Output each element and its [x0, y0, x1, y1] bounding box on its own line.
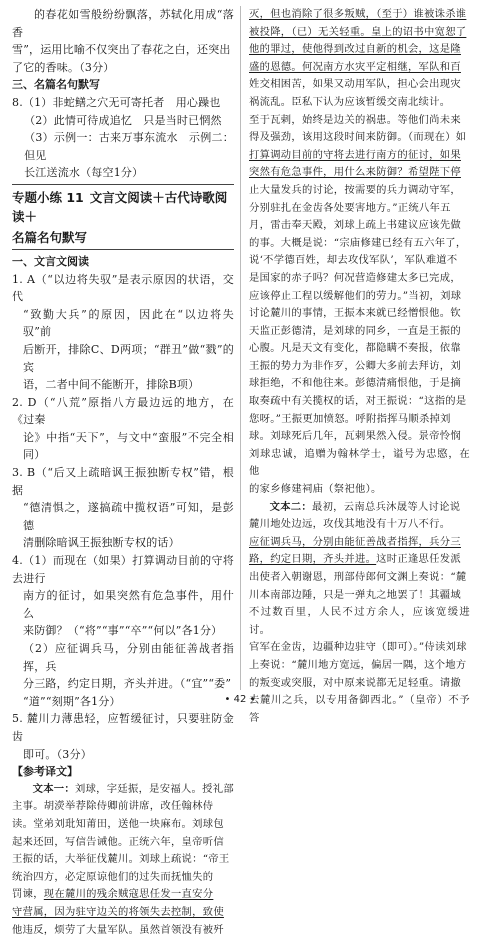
translation-text: 讨论麓川的事情，王振本来就已经憎恨他。钦	[249, 305, 470, 323]
answer-text: 论》中指“天下”，与文中“蛮服”不完全相同）	[12, 429, 234, 464]
title-rule	[12, 249, 234, 250]
translation-text: 他违反，烦劳了大量军队。虽然首领没有被歼	[12, 922, 234, 939]
translation-text: 取奏疏中有关揽权的话，对王振说：“这指的是	[249, 393, 470, 411]
translation-text: 罚谏，现在麓川的残余贼寇思任发一直安分	[12, 886, 234, 904]
answer-text: 雪”，运用比喻不仅突出了春花之白，还突出	[12, 41, 234, 59]
translation-text: 得及强劲，该用这段时间来防御。（而现在）如	[249, 129, 470, 147]
translation-text: 不过数百里，人民不过方余人，应该宽缓进讨。	[249, 604, 470, 639]
text-label: 文本二：	[270, 501, 312, 513]
translation-text: 官军在金齿，边疆种边驻守（即可）。”侍读刘球	[249, 639, 470, 657]
translation-text: 文本一：刘球，字廷振，是安福人。授礼部	[12, 781, 234, 799]
translation-text: 王振的话，大举征伐麓川。刘球上疏说：“帝王	[12, 851, 234, 869]
column-divider	[240, 6, 241, 690]
underlined-text: 路，约定日期，齐头并进。	[249, 553, 376, 565]
answer-text: 即可。（3分）	[12, 746, 234, 764]
translation-text: 起来还回，写信告诫他。正统六年，皇帝听信	[12, 834, 234, 852]
answer-text: （2）此情可待成追忆 只是当时已惘然	[12, 112, 234, 130]
underlined-text: 守营属，因为驻守边关的将领失去控制，致使	[12, 904, 234, 922]
section-heading: 一、文言文阅读	[12, 253, 234, 271]
translation-text: 麓川地处边远，攻伐其地没有十万八不行。	[249, 516, 470, 534]
underlined-text: 被投降，（已）无关轻重。皇上的诏书中宽恕了	[249, 24, 470, 42]
section-title-line2: 名篇名句默写	[12, 228, 234, 247]
title-rule	[12, 184, 234, 185]
section-title-text: 文言文阅读＋古代诗歌阅读＋	[12, 190, 227, 224]
translation-text: 球。刘球死后几年，瓦剌果然入侵。景帝怜悯	[249, 428, 470, 446]
underlined-text: 他的罪过，使他得到改过自新的机会，这是隆	[249, 41, 470, 59]
section-number: 专题小练 11	[12, 190, 84, 205]
translation-text: 祸流乱。臣私下认为应该暂缓交南北续计。	[249, 94, 470, 112]
translation-text: 读。堂弟刘玭知莆田，送他一块麻布。刘球包	[12, 816, 234, 834]
answer-text: （3）示例一：古来万事东流水 示例二：但见	[12, 129, 234, 164]
translation-text: 月，雷击奉天殿，刘球上疏上书建议应该先做	[249, 217, 470, 235]
translation-text: 路，约定日期，齐头并进。这时正逢思任发派	[249, 551, 470, 569]
translation-text: 出使者入朝谢恩，刑部侍郎何文渊上奏说：“麓	[249, 569, 470, 587]
answer-text: 了它的香味。（3分）	[12, 59, 234, 77]
answer-text: 2. D（“八荒”原指八方最边远的地方，在《过秦	[12, 394, 234, 429]
translation-text: 至于瓦剌，始终是边关的祸患。等他们尚未来	[249, 112, 470, 130]
answer-text: 1. A（“以边将失驭”是表示原因的状语，交代	[12, 271, 234, 306]
answer-text: 5. 麓川力薄患轻，应暂缓征讨，只要驻防金齿	[12, 710, 234, 745]
translation-text: 球拒绝，不和他往来。彭德清痛恨他，于是摘	[249, 375, 470, 393]
answer-text: 来防御？（“将”“事”“卒”“何以”各1分）	[12, 622, 234, 640]
translation-text: 应该停止工程以缓解他们的劳力。”当初，刘球	[249, 288, 470, 306]
answer-text: 语，二者中间不能断开，排除B项）	[12, 376, 234, 394]
translation-text: 天监正彭德清，是刘球的同乡，一直是王振的	[249, 323, 470, 341]
translation-text: 统治四方，必定原谅他们的过失而抚恤失的	[12, 869, 234, 887]
translation-text: 说‘不学德百姓，却去攻伐军队’，军队难道不	[249, 252, 470, 270]
answer-text: 的春花如雪般纷纷飘落，苏轼化用成“落香	[12, 6, 234, 41]
translation-text: 心腹。凡是天文有变化，都隐瞒不奏报，依靠	[249, 340, 470, 358]
answer-text: 南方的征讨，如果突然有危急事件，用什么	[12, 587, 234, 622]
translation-text: 您呀。”王振更加愤怒。呼附指挥马顺杀掉刘	[249, 411, 470, 429]
translation-text: 止大量发兵的讨论，按需要的兵力调动守军，	[249, 182, 470, 200]
text-label: 文本一：	[33, 783, 75, 795]
answer-text: “德清惧之，遂搞疏中揽权语”可知，是彭德	[12, 499, 234, 534]
answer-text: “道”“刻期”各1分）	[12, 693, 234, 711]
translation-text: 刘球忠诚，追赠为翰林学士，谥号为忠愍，在他	[249, 446, 470, 481]
translation-text: 的叛变或突服，对中原来说都无足轻重。请撤	[249, 675, 470, 693]
page-number: • 42 •	[0, 694, 480, 705]
underlined-text: 突然有危急事件，用什么来防御？希望陛下停	[249, 164, 470, 182]
answer-text: 4.（1）而现在（如果）打算调动目前的守将去进行	[12, 552, 234, 587]
translation-text: 川本南部边陲，只是一弹丸之地罢了！其疆域	[249, 587, 470, 605]
translation-text: 文本二：最初，云南总兵沐晟等人讨论说	[249, 499, 470, 517]
section-heading: 三、名篇名句默写	[12, 76, 234, 94]
answer-text: 8.（1）非蛇鳝之穴无可寄托者 用心躁也	[12, 94, 234, 112]
translation-text: 上奏说：“麓川地方宽远，偏居一隅，这个地方	[249, 657, 470, 675]
right-column	[249, 6, 470, 727]
translation-text: 的事。大概是说：“宗庙修建已经有五六年了，	[249, 235, 470, 253]
answer-text: 后断开，排除C、D两项；“群丑”做“戮”的宾	[12, 341, 234, 376]
left-column	[12, 6, 234, 939]
translation-text: 去麓川之兵，以专用备御西北。”（皇帝）不予答	[249, 692, 470, 727]
translation-text: 姓交相困苦，如果又动用军队，担心会出现灾	[249, 76, 470, 94]
translation-text: 的家乡修建祠庙（祭祀他）。	[249, 481, 470, 499]
answer-text: 清删除暗讽王振独断专权的话）	[12, 534, 234, 552]
reference-translation-heading: 【参考译文】	[12, 763, 234, 781]
underlined-text: 现在麓川的残余贼寇思任发一直安分	[44, 888, 214, 900]
translation-text: 王振的势力为非作歹，公卿大多前去拜访，刘	[249, 358, 470, 376]
underlined-text: 灭，但也消除了很多叛贼，（至于）谁被诛杀谁	[249, 6, 470, 24]
underlined-text: 应征调兵马，分别由能征善战者指挥，兵分三	[249, 534, 470, 552]
underlined-text: 打算调动目前的守将去进行南方的征讨，如果	[249, 147, 470, 165]
answer-text: 3. B（“后又上疏暗讽王振独断专权”错，根据	[12, 464, 234, 499]
translation-text: 主事。胡濙举荐除侍卿前讲席，改任翰林侍	[12, 798, 234, 816]
answer-text: 长江送流水（每空1分）	[12, 164, 234, 182]
translation-text: 是国家的赤子吗？何况营造修建太多已完成，	[249, 270, 470, 288]
section-title	[12, 188, 234, 226]
answer-text: “致勤大兵”的原因，因此在“以边将失驭”前	[12, 306, 234, 341]
answer-text: （2）应征调兵马，分别由能征善战者指挥，兵	[12, 640, 234, 675]
translation-text: 分别驻扎在金齿各处要害地方。”正统八年五	[249, 200, 470, 218]
underlined-text: 盛的恩德。何况南方水灾平定相继，军队和百	[249, 59, 470, 77]
answer-text: 分三路，约定日期，齐头并进。（“宜”“委”	[12, 675, 234, 693]
